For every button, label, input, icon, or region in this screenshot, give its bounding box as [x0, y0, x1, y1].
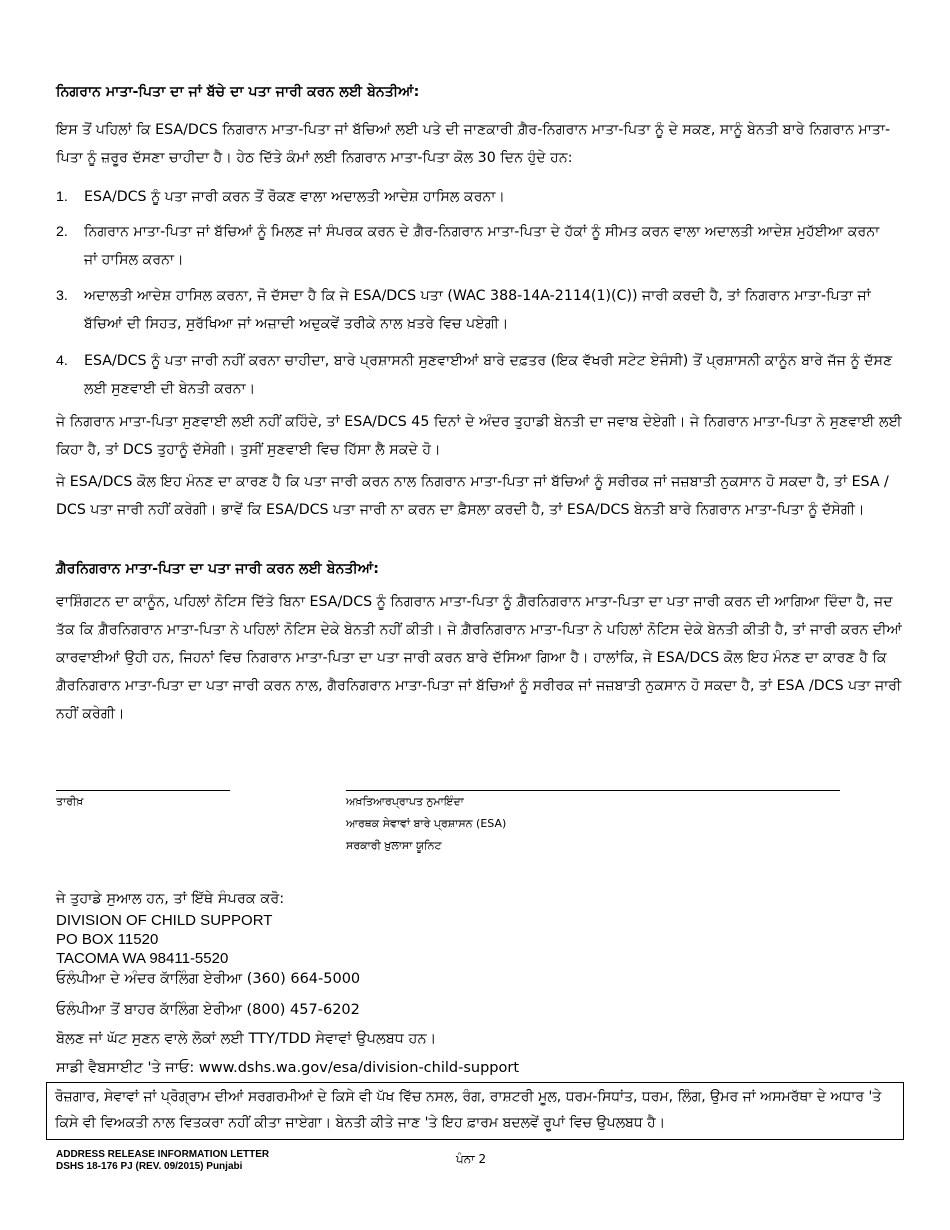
- form-number: DSHS 18-176 PJ (REV. 09/2015) Punjabi: [56, 1161, 243, 1172]
- representative-label: ਅਖ਼ਤਿਆਰਪ੍ਰਾਪਤ ਨੁਮਾਇੰਦਾ: [346, 795, 464, 808]
- tty-notice: ਬੋਲਣ ਜਾਂ ਘੱਟ ਸੁਣਨ ਵਾਲੇ ਲੋਕਾਂ ਲਈ TTY/TDD ਸੇਵਾਵਾਂ ਉਪਲਬਧ ਹਨ।: [56, 1031, 437, 1047]
- date-label: ਤਾਰੀਖ਼: [56, 795, 84, 808]
- list-text: ਨਿਗਰਾਨ ਮਾਤਾ-ਪਿਤਾ ਜਾਂ ਬੱਚਿਆਂ ਨੂੰ ਮਿਲਣ ਜਾਂ ਸੰਪਰਕ ਕਰਨ ਦੇ ਗ਼ੈਰ-ਨਿਗਰਾਨ ਮਾਤਾ-ਪਿਤਾ ਦੇ ਹੱਕਾਂ ਨੂੰ ਸੀਮਤ ਕਰਨ ਵਾਲਾ ਅਦਾਲਤੀ ਆਦੇਸ਼ ਮੁਹੱਈਆ ਕਰਨਾ ਜਾਂ ਹਾਸਿਲ ਕਰਨਾ।: [84, 224, 880, 268]
- hearing-paragraph: ਜੇ ਨਿਗਰਾਨ ਮਾਤਾ-ਪਿਤਾ ਸੁਣਵਾਈ ਲਈ ਨਹੀਂ ਕਹਿੰਦੇ, ਤਾਂ ESA/DCS 45 ਦਿਨਾਂ ਦੇ ਅੰਦਰ ਤੁਹਾਡੀ ਬੇਨਤੀ ਦਾ ਜਵਾਬ ਦੇਏਗੀ। ਜੇ ਨਿਗਰਾਨ ਮਾਤਾ-ਪਿਤਾ ਨੇ ਸੁਣਵਾਈ ਲਈ ਕਿਹਾ ਹੈ, ਤਾਂ DCS ਤੁਹਾਨੂੰ ਦੱਸੇਗੀ। ਤੁਸੀਂ ਸੁਣਵਾਈ ਵਿਚ ਹਿੱਸਾ ਲੈ ਸਕਦੇ ਹੋ।: [56, 414, 902, 458]
- list-number: 1.: [56, 189, 68, 205]
- page-number: ਪੰਨਾ 2: [456, 1152, 487, 1166]
- contact-intro: ਜੇ ਤੁਹਾਡੇ ਸੁਆਲ ਹਨ, ਤਾਂ ਇੱਥੇ ਸੰਪਰਕ ਕਰੋ:: [56, 891, 285, 907]
- form-title: ADDRESS RELEASE INFORMATION LETTER: [56, 1149, 270, 1160]
- list-number: 4.: [56, 353, 68, 369]
- phone-inside-olympia: ਓਲੰਪੀਆ ਦੇ ਅੰਦਰ ਕਾੱਲਿੰਗ ਏਰੀਆ (360) 664-5000: [56, 971, 361, 987]
- harm-paragraph: ਜੇ ESA/DCS ਕੋਲ ਇਹ ਮੰਨਣ ਦਾ ਕਾਰਣ ਹੈ ਕਿ ਪਤਾ ਜਾਰੀ ਕਰਨ ਨਾਲ ਨਿਗਰਾਨ ਮਾਤਾ-ਪਿਤਾ ਜਾਂ ਬੱਚਿਆਂ ਨੂੰ ਸਰੀਰਕ ਜਾਂ ਜਜ਼ਬਾਤੀ ਨੁਕਸਾਨ ਹੋ ਸਕਦਾ ਹੈ, ਤਾਂ ESA / DCS ਪਤਾ ਜਾਰੀ ਨਹੀਂ ਕਰੇਗੀ। ਭਾਵੇਂ ਕਿ ESA/DCS ਪਤਾ ਜਾਰੀ ਨਾ ਕਰਨ ਦਾ ਫ਼ੈਸਲਾ ਕਰਦੀ ਹੈ, ਤਾਂ ESA/DCS ਬੇਨਤੀ ਬਾਰੇ ਨਿਗਰਾਨ ਮਾਤਾ-ਪਿਤਾ ਨੂੰ ਦੱਸੇਗੀ।: [56, 474, 889, 518]
- contact-city: TACOMA WA 98411-5520: [56, 950, 229, 967]
- custodial-heading: ਨਿਗਰਾਨ ਮਾਤਾ-ਪਿਤਾ ਦਾ ਜਾਂ ਬੱਚੇ ਦਾ ਪਤਾ ਜਾਰੀ ਕਰਨ ਲਈ ਬੇਨਤੀਆਂ:: [56, 84, 420, 100]
- disclosure-unit-label: ਸਰਕਾਰੀ ਖ਼ੁਲਾਸਾ ਯੂਨਿਟ: [346, 839, 442, 852]
- list-text: ESA/DCS ਨੂੰ ਪਤਾ ਜਾਰੀ ਕਰਨ ਤੋਂ ਰੋਕਣ ਵਾਲਾ ਅਦਾਲਤੀ ਆਦੇਸ਼ ਹਾਸਿਲ ਕਰਨਾ।: [84, 189, 505, 205]
- noncustodial-heading: ਗ਼ੈਰਨਿਗਰਾਨ ਮਾਤਾ-ਪਿਤਾ ਦਾ ਪਤਾ ਜਾਰੀ ਕਰਨ ਲਈ ਬੇਨਤੀਆਂ:: [56, 561, 379, 577]
- nondiscrimination-text: ਰੋਜ਼ਗਾਰ, ਸੇਵਾਵਾਂ ਜਾਂ ਪ੍ਰੋਗ੍ਰਾਮ ਦੀਆਂ ਸਰਗਰਮੀਆਂ ਦੇ ਕਿਸੇ ਵੀ ਪੱਖ ਵਿੱਚ ਨਸਲ, ਰੰਗ, ਰਾਸ਼ਟਰੀ ਮੂਲ, ਧਰਮ-ਸਿਧਾਂਤ, ਧਰਮ, ਲਿੰਗ, ਉਮਰ ਜਾਂ ਅਸਮਰੱਥਾ ਦੇ ਅਧਾਰ 'ਤੇ ਕਿਸੇ ਵੀ ਵਿਅਕਤੀ ਨਾਲ ਵਿਤਕਰਾ ਨਹੀਂ ਕੀਤਾ ਜਾਏਗਾ। ਬੇਨਤੀ ਕੀਤੇ ਜਾਣ 'ਤੇ ਇਹ ਫ਼ਾਰਮ ਬਦਲਵੇਂ ਰੂਪਾਂ ਵਿਚ ਉਪਲਬਧ ਹੈ।: [55, 1089, 882, 1131]
- nondiscrimination-box: [46, 1082, 904, 1140]
- intro-paragraph: ਇਸ ਤੋਂ ਪਹਿਲਾਂ ਕਿ ESA/DCS ਨਿਗਰਾਨ ਮਾਤਾ-ਪਿਤਾ ਜਾਂ ਬੱਚਿਆਂ ਲਈ ਪਤੇ ਦੀ ਜਾਣਕਾਰੀ ਗ਼ੈਰ-ਨਿਗਰਾਨ ਮਾਤਾ-ਪਿਤਾ ਨੂੰ ਦੇ ਸਕਣ, ਸਾਨੂੰ ਬੇਨਤੀ ਬਾਰੇ ਨਿਗਰਾਨ ਮਾਤਾ-ਪਿਤਾ ਨੂੰ ਜ਼ਰੂਰ ਦੱਸਣਾ ਚਾਹੀਦਾ ਹੈ। ਹੇਠ ਦਿੱਤੇ ਕੰਮਾਂ ਲਈ ਨਿਗਰਾਨ ਮਾਤਾ-ਪਿਤਾ ਕੋਲ 30 ਦਿਨ ਹੁੰਦੇ ਹਨ:: [56, 122, 891, 166]
- contact-po-box: PO BOX 11520: [56, 931, 159, 948]
- website-line: ਸਾਡੀ ਵੈਬਸਾਈਟ 'ਤੇ ਜਾਓ: www.dshs.wa.gov/esa/division-child-support: [56, 1060, 520, 1076]
- list-text: ESA/DCS ਨੂੰ ਪਤਾ ਜਾਰੀ ਨਹੀਂ ਕਰਨਾ ਚਾਹੀਦਾ, ਬਾਰੇ ਪ੍ਰਸ਼ਾਸਨੀ ਸੁਣਵਾਈਆਂ ਬਾਰੇ ਦਫ਼ਤਰ (ਇਕ ਵੱਖਰੀ ਸਟੇਟ ਏਜੰਸੀ) ਤੋਂ ਪ੍ਰਸ਼ਾਸਨੀ ਕਾਨੂੰਨ ਬਾਰੇ ਜੱਜ ਨੂੰ ਦੱਸਣ ਲਈ ਸੁਣਵਾਈ ਦੀ ਬੇਨਤੀ ਕਰਨਾ।: [84, 353, 893, 397]
- list-number: 3.: [56, 288, 68, 304]
- list-text: ਅਦਾਲਤੀ ਆਦੇਸ਼ ਹਾਸਿਲ ਕਰਨਾ, ਜੋ ਦੱਸਦਾ ਹੈ ਕਿ ਜੇ ESA/DCS ਪਤਾ (WAC 388-14A-2114(1)(C)) ਜਾਰੀ ਕਰਦੀ ਹੈ, ਤਾਂ ਨਿਗਰਾਨ ਮਾਤਾ-ਪਿਤਾ ਜਾਂ ਬੱਚਿਆਂ ਦੀ ਸਿਹਤ, ਸੁਰੱਖਿਆ ਜਾਂ ਅਜ਼ਾਦੀ ਅਦੁਕਵੇਂ ਤਰੀਕੇ ਨਾਲ ਖ਼ਤਰੇ ਵਿਚ ਪਏਗੀ।: [84, 288, 871, 332]
- washington-law-paragraph: ਵਾਸ਼ਿੰਗਟਨ ਦਾ ਕਾਨੂੰਨ, ਪਹਿਲਾਂ ਨੋਟਿਸ ਦਿੱਤੇ ਬਿਨਾ ESA/DCS ਨੂੰ ਨਿਗਰਾਨ ਮਾਤਾ-ਪਿਤਾ ਨੂੰ ਗ਼ੈਰਨਿਗਰਾਨ ਮਾਤਾ-ਪਿਤਾ ਦਾ ਪਤਾ ਜਾਰੀ ਕਰਨ ਦੀ ਆਗਿਆ ਦਿੰਦਾ ਹੈ, ਜਦ ਤੱਕ ਕਿ ਗ਼ੈਰਨਿਗਰਾਨ ਮਾਤਾ-ਪਿਤਾ ਨੇ ਪਹਿਲਾਂ ਨੋਟਿਸ ਦੇਕੇ ਬੇਨਤੀ ਨਹੀਂ ਕੀਤੀ। ਜੇ ਗ਼ੈਰਨਿਗਰਾਨ ਮਾਤਾ-ਪਿਤਾ ਨੇ ਪਹਿਲਾਂ ਨੋਟਿਸ ਦੇਕੇ ਬੇਨਤੀ ਕੀਤੀ ਹੈ, ਤਾਂ ਜਾਰੀ ਕਰਨ ਦੀਆਂ ਕਾਰਵਾਈਆਂ ਉਹੀ ਹਨ, ਜਿਹਨਾਂ ਵਿਚ ਨਿਗਰਾਨ ਮਾਤਾ-ਪਿਤਾ ਦਾ ਪਤਾ ਜਾਰੀ ਕਰਨ ਬਾਰੇ ਦੱਸਿਆ ਗਿਆ ਹੈ। ਹਾਲਾਂਕਿ, ਜੇ ESA/DCS ਕੋਲ ਇਹ ਮੰਨਣ ਦਾ ਕਾਰਣ ਹੈ ਕਿ ਗ਼ੈਰਨਿਗਰਾਨ ਮਾਤਾ-ਪਿਤਾ ਦਾ ਪਤਾ ਜਾਰੀ ਕਰਨ ਨਾਲ, ਗੈਰਨਿਗਰਾਨ ਮਾਤਾ-ਪਿਤਾ ਜਾਂ ਬੱਚਿਆਂ ਨੂੰ ਸਰੀਰਕ ਜਾਂ ਜਜ਼ਬਾਤੀ ਨੁਕਸਾਨ ਹੋ ਸਕਦਾ ਹੈ, ਤਾਂ ESA /DCS ਪਤਾ ਜਾਰੀ ਨਹੀਂ ਕਰੇਗੀ।: [56, 594, 903, 722]
- list-number: 2.: [56, 224, 68, 240]
- esa-label: ਆਰਥਕ ਸੇਵਾਵਾਂ ਬਾਰੇ ਪ੍ਰਸ਼ਾਸਨ (ESA): [346, 817, 507, 830]
- phone-outside-olympia: ਓਲੰਪੀਆ ਤੋਂ ਬਾਹਰ ਕਾੱਲਿੰਗ ਏਰੀਆ (800) 457-6202: [56, 1002, 360, 1018]
- contact-org: DIVISION OF CHILD SUPPORT: [56, 912, 273, 929]
